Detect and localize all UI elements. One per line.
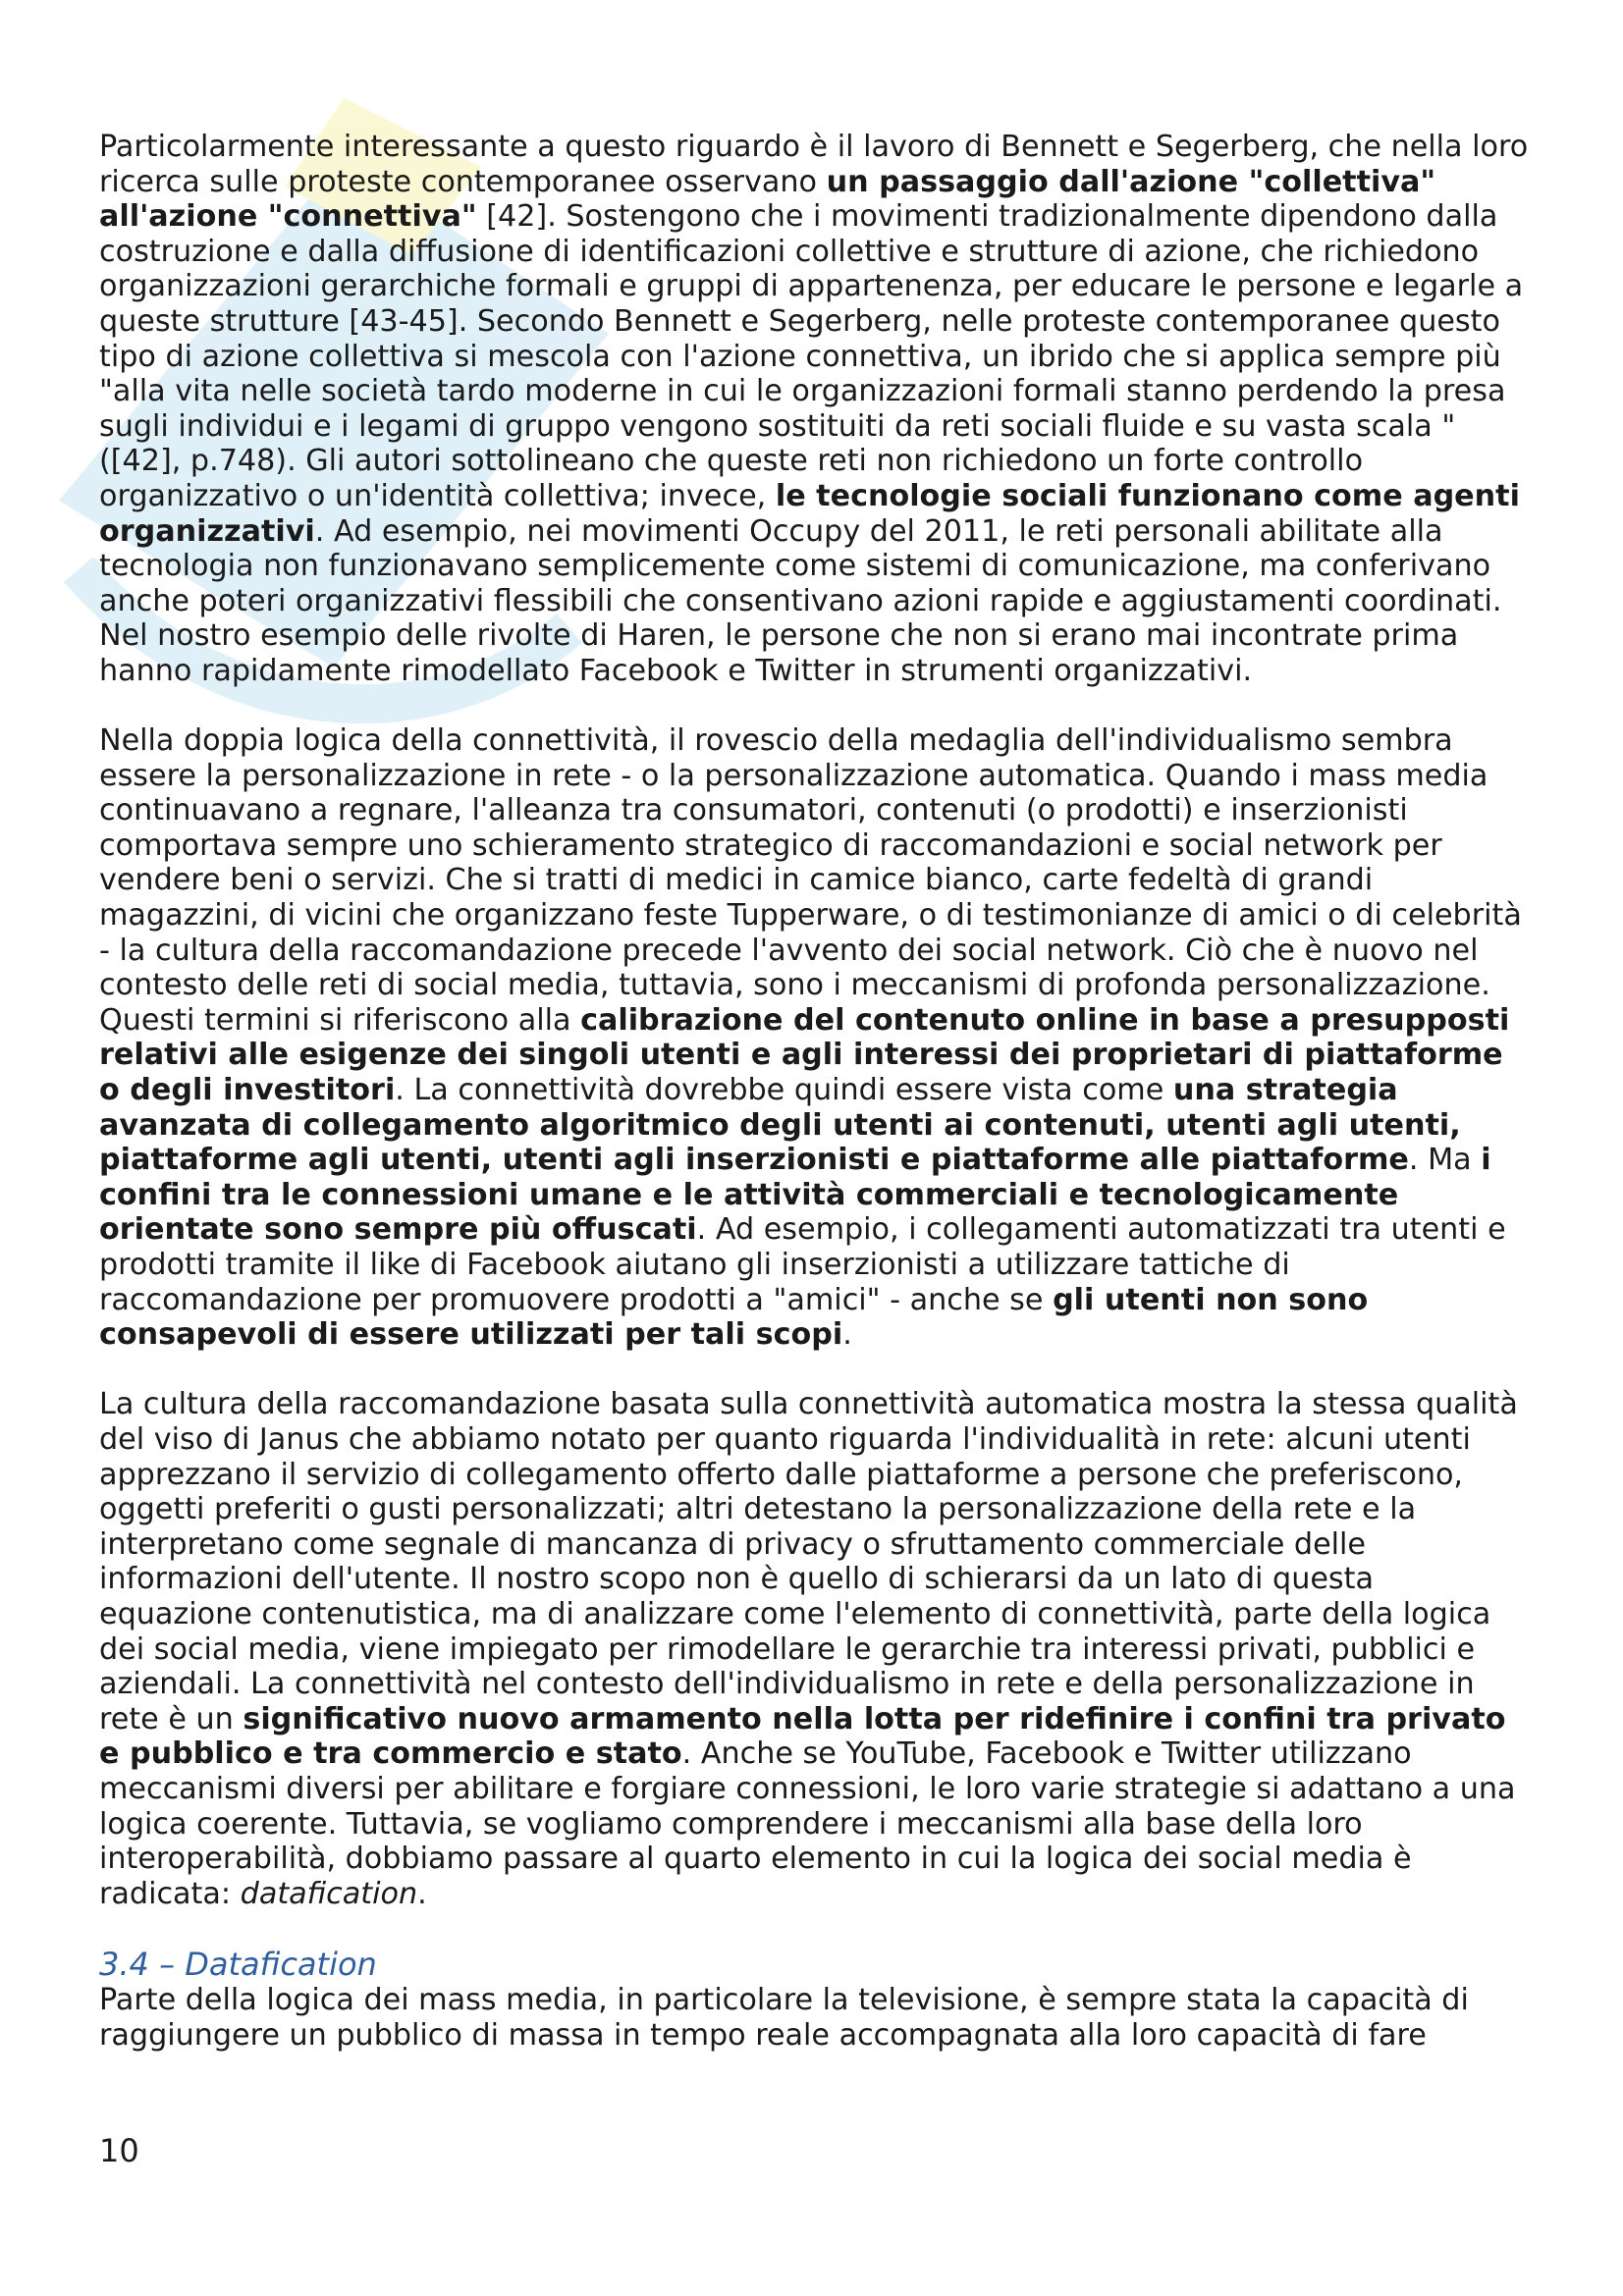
- bold-run: calibrazione del contenuto online in base a presupposti relativi alle esigenze dei singoli utenti e agli interessi dei proprietari di piattaforme o degli investitori: [99, 1002, 1510, 1108]
- bold-run: i confini tra le connessioni umane e le attività commerciali e tecnologicamente orientate sono sempre più offuscati: [99, 1143, 1491, 1248]
- section-paragraph: Parte della logica dei mass media, in particolare la televisione, è sempre stata la capacità di raggiungere un pubblico di massa in tempo reale accompagnata alla loro capacità di fare: [99, 1983, 1469, 2053]
- bold-run: gli utenti non sono consapevoli di essere utilizzati per tali scopi: [99, 1282, 1369, 1353]
- paragraph-3: [99, 1387, 1533, 1911]
- bold-run: un passaggio dall'azione "collettiva" all'azione "connettiva": [99, 164, 1436, 235]
- text-run: . La connettività dovrebbe quindi essere vista come: [395, 1073, 1173, 1108]
- bold-run: le tecnologie sociali funzionano come agenti organizzativi: [99, 478, 1520, 549]
- bold-run: una strategia avanzata di collegamento algoritmico degli utenti ai contenuti, utenti agli utenti, piattaforme agli utenti, utenti agli inserzionisti e piattaforme alle piattaforme: [99, 1073, 1461, 1178]
- text-run: .: [842, 1317, 852, 1353]
- bold-run: significativo nuovo armamento nella lotta per ridefinire i confini tra privato e pubblico e tra commercio e stato: [99, 1701, 1506, 1772]
- text-run: [42]. Sostengono che i movimenti tradizionalmente dipendono dalla costruzione e dalla diffusione di identificazioni collettive e strutture di azione, che richiedono organizzazioni gerarchiche formali e gruppi di appartenenza, per educare le persone e legarle a queste strutture [43-45]. Secondo Bennett e Segerberg, nelle proteste contemporanee questo tipo di azione collettiva si mescola con l'azione connettiva, un ibrido che si applica sempre più "alla vita nelle società tardo moderne in cui le organizzazioni formali stanno perdendo la presa sugli individui e i legami di gruppo vengono sostituiti da reti sociali fluide e su vasta scala "([42], p.748). Gli autori sottolineano che queste reti non richiedono un forte controllo organizzativo o un'identità collettiva; invece,: [99, 199, 1524, 513]
- paragraph-2: [99, 723, 1533, 1353]
- text-run: . Ma: [1408, 1143, 1482, 1178]
- text-run: Particolarmente interessante a questo riguardo è il lavoro di Bennett e Segerberg, che nella loro ricerca sulle proteste contemporanee osservano: [99, 130, 1529, 199]
- text-run: .: [417, 1876, 427, 1911]
- paragraph-1: [99, 130, 1533, 689]
- text-run: Nella doppia logica della connettività, il rovescio della medaglia dell'individualismo sembra essere la personalizzazione in rete - o la personalizzazione automatica. Quando i mass media continuavano a regnare, l'alleanza tra consumatori, contenuti (o prodotti) e inserzionisti comportava sempre uno schieramento strategico di raccomandazioni e social network per vendere beni o servizi. Che si tratti di medici in camice bianco, carte fedeltà di grandi magazzini, di vicini che organizzano feste Tupperware, o di testimonianze di amici o di celebrità - la cultura della raccomandazione precede l'avvento dei social network. Ciò che è nuovo nel contesto delle reti di social media, tuttavia, sono i meccanismi di profonda personalizzazione. Questi termini si riferiscono alla: [99, 723, 1522, 1038]
- text-run: La cultura della raccomandazione basata sulla connettività automatica mostra la stessa qualità del viso di Janus che abbiamo notato per quanto riguarda l'individualità in rete: alcuni utenti apprezzano il servizio di collegamento offerto dalle piattaforme a persone che preferiscono, oggetti preferiti o gusti personalizzati; altri detestano la personalizzazione della rete e la interpretano come segnale di mancanza di privacy o sfruttamento commerciale delle informazioni dell'utente. Il nostro scopo non è quello di schierarsi da un lato di questa equazione contenutistica, ma di analizzare come l'elemento di connettività, parte della logica dei social media, viene impiegato per rimodellare le gerarchie tra interessi privati, pubblici e aziendali. La connettività nel contesto dell'individualismo in rete e della personalizzazione in rete è un: [99, 1387, 1518, 1736]
- document-body: [99, 130, 1533, 2053]
- text-run: . Anche se YouTube, Facebook e Twitter utilizzano meccanismi diversi per abilitare e forgiare connessioni, le loro varie strategie si adattano a una logica coerente. Tuttavia, se vogliamo comprendere i meccanismi alla base della loro interoperabilità, dobbiamo passare al quarto elemento in cui la logica dei social media è radicata:: [99, 1736, 1516, 1911]
- italic-run: datafication: [240, 1876, 418, 1911]
- text-run: . Ad esempio, i collegamenti automatizzati tra utenti e prodotti tramite il like di Facebook aiutano gli inserzionisti a utilizzare tattiche di raccomandazione per promuovere prodotti a "amici" - anche se: [99, 1212, 1506, 1317]
- section-heading: 3.4 – Datafication: [99, 1946, 377, 1984]
- text-run: . Ad esempio, nei movimenti Occupy del 2011, le reti personali abilitate alla tecnologia non funzionavano semplicemente come sistemi di comunicazione, ma conferivano anche poteri organizzativi flessibili che consentivano azioni rapide e aggiustamenti coordinati. Nel nostro esempio delle rivolte di Haren, le persone che non si erano mai incontrate prima hanno rapidamente rimodellato Facebook e Twitter in strumenti organizzativi.: [99, 513, 1502, 688]
- page-number: 10: [99, 2132, 139, 2169]
